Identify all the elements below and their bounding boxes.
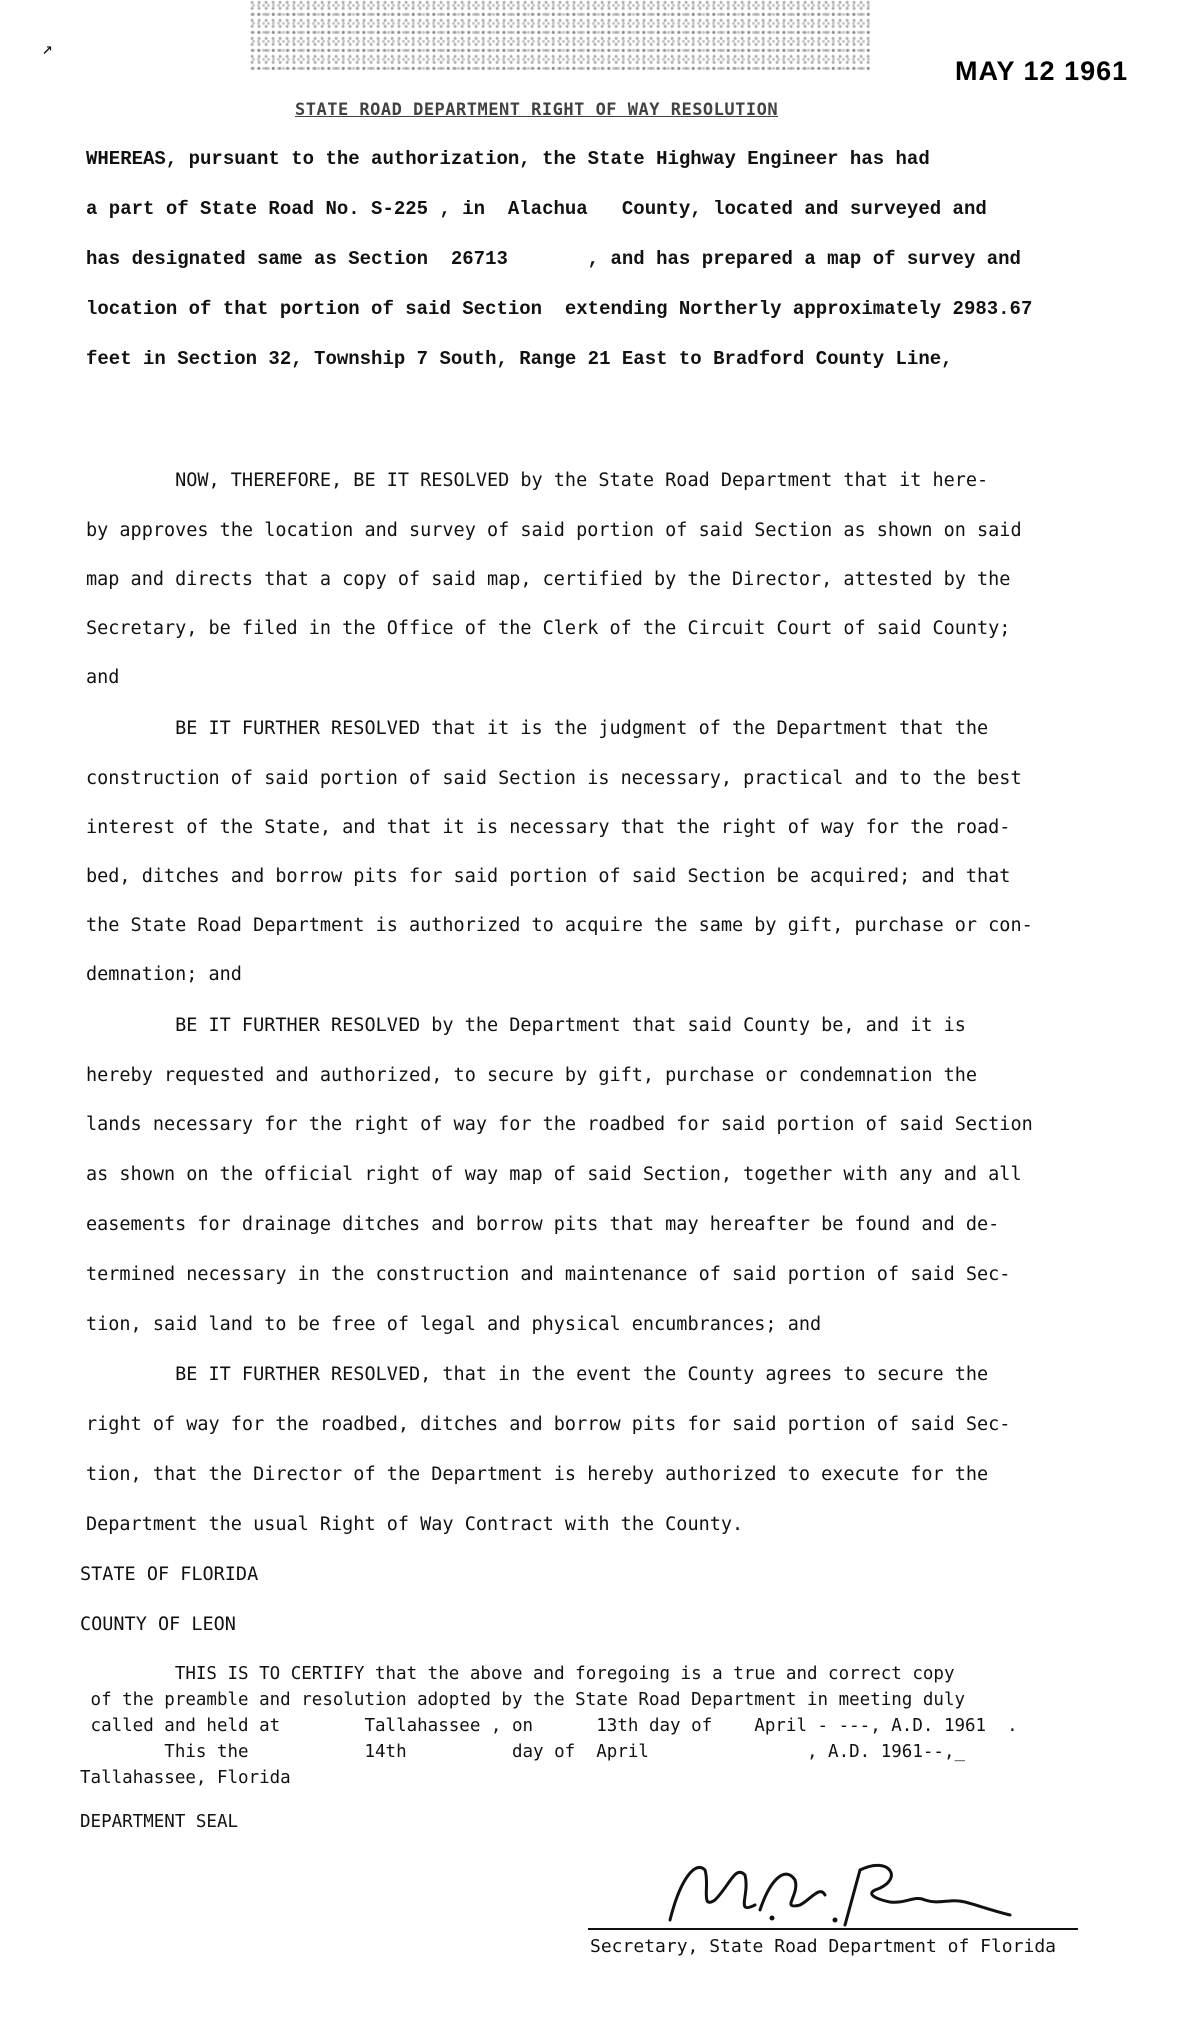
scan-mark: ↗: [42, 38, 53, 59]
state-heading: STATE OF FLORIDA: [80, 1564, 259, 1585]
body-line: lands necessary for the right of way for the roadbed for said portion of said Section: [86, 1114, 1033, 1135]
body-line: NOW, THEREFORE, BE IT RESOLVED by the State Road Department that it here-: [86, 470, 989, 491]
body-line: tion, that the Director of the Department is hereby authorized to execute for the: [86, 1464, 989, 1485]
body-line: the State Road Department is authorized to acquire the same by gift, purchase or con-: [86, 915, 1033, 936]
body-line: right of way for the roadbed, ditches and borrow pits for said portion of said Sec-: [86, 1414, 1011, 1435]
county-heading: COUNTY OF LEON: [80, 1614, 236, 1635]
whereas-line: a part of State Road No. S-225 , in Alachua County, located and surveyed and: [86, 198, 987, 220]
body-line: construction of said portion of said Section is necessary, practical and to the best: [86, 768, 1022, 789]
body-line: demnation; and: [86, 964, 242, 985]
certification-line: THIS IS TO CERTIFY that the above and foregoing is a true and correct copy: [80, 1664, 955, 1684]
body-line: and: [86, 667, 120, 688]
body-line: hereby requested and authorized, to secure by gift, purchase or condemnation the: [86, 1065, 978, 1086]
body-line: tion, said land to be free of legal and physical encumbrances; and: [86, 1314, 822, 1335]
scan-noise: [250, 0, 870, 70]
whereas-line: location of that portion of said Section extending Northerly approximately 2983.67: [86, 298, 1033, 320]
body-line: Secretary, be filed in the Office of the Clerk of the Circuit Court of said County;: [86, 618, 1011, 639]
body-line: as shown on the official right of way map of said Section, together with any and all: [86, 1164, 1022, 1185]
body-line: Department the usual Right of Way Contract with the County.: [86, 1514, 744, 1535]
certification-line: called and held at Tallahassee , on 13th day of April - ---, A.D. 1961 .: [80, 1716, 1018, 1736]
whereas-line: feet in Section 32, Township 7 South, Range 21 East to Bradford County Line,: [86, 348, 953, 370]
certification-line: This the 14th day of April , A.D. 1961--,_: [80, 1742, 966, 1762]
date-stamp: MAY 12 1961: [955, 56, 1129, 86]
whereas-line: WHEREAS, pursuant to the authorization, the State Highway Engineer has had: [86, 148, 930, 170]
signature-line: [588, 1928, 1078, 1930]
department-seal-label: DEPARTMENT SEAL: [80, 1812, 239, 1832]
handwritten-signature: [650, 1840, 1030, 1940]
body-line: BE IT FURTHER RESOLVED by the Department that said County be, and it is: [86, 1015, 966, 1036]
body-line: BE IT FURTHER RESOLVED that it is the judgment of the Department that the: [86, 718, 989, 739]
body-line: easements for drainage ditches and borrow pits that may hereafter be found and de-: [86, 1214, 1000, 1235]
whereas-line: has designated same as Section 26713 , and has prepared a map of survey and: [86, 248, 1021, 270]
body-line: BE IT FURTHER RESOLVED, that in the event the County agrees to secure the: [86, 1364, 989, 1385]
body-line: map and directs that a copy of said map, certified by the Director, attested by the: [86, 569, 1011, 590]
body-line: bed, ditches and borrow pits for said portion of said Section be acquired; and that: [86, 866, 1011, 887]
certification-line: of the preamble and resolution adopted by the State Road Department in meeting duly: [80, 1690, 966, 1710]
document-title: STATE ROAD DEPARTMENT RIGHT OF WAY RESOLUTION: [295, 100, 779, 120]
certification-line: Tallahassee, Florida: [80, 1768, 291, 1788]
body-line: termined necessary in the construction and maintenance of said portion of said Sec-: [86, 1264, 1011, 1285]
body-line: interest of the State, and that it is necessary that the right of way for the road-: [86, 817, 1011, 838]
signature-caption: Secretary, State Road Department of Florida: [590, 1936, 1056, 1957]
body-line: by approves the location and survey of said portion of said Section as shown on said: [86, 520, 1022, 541]
